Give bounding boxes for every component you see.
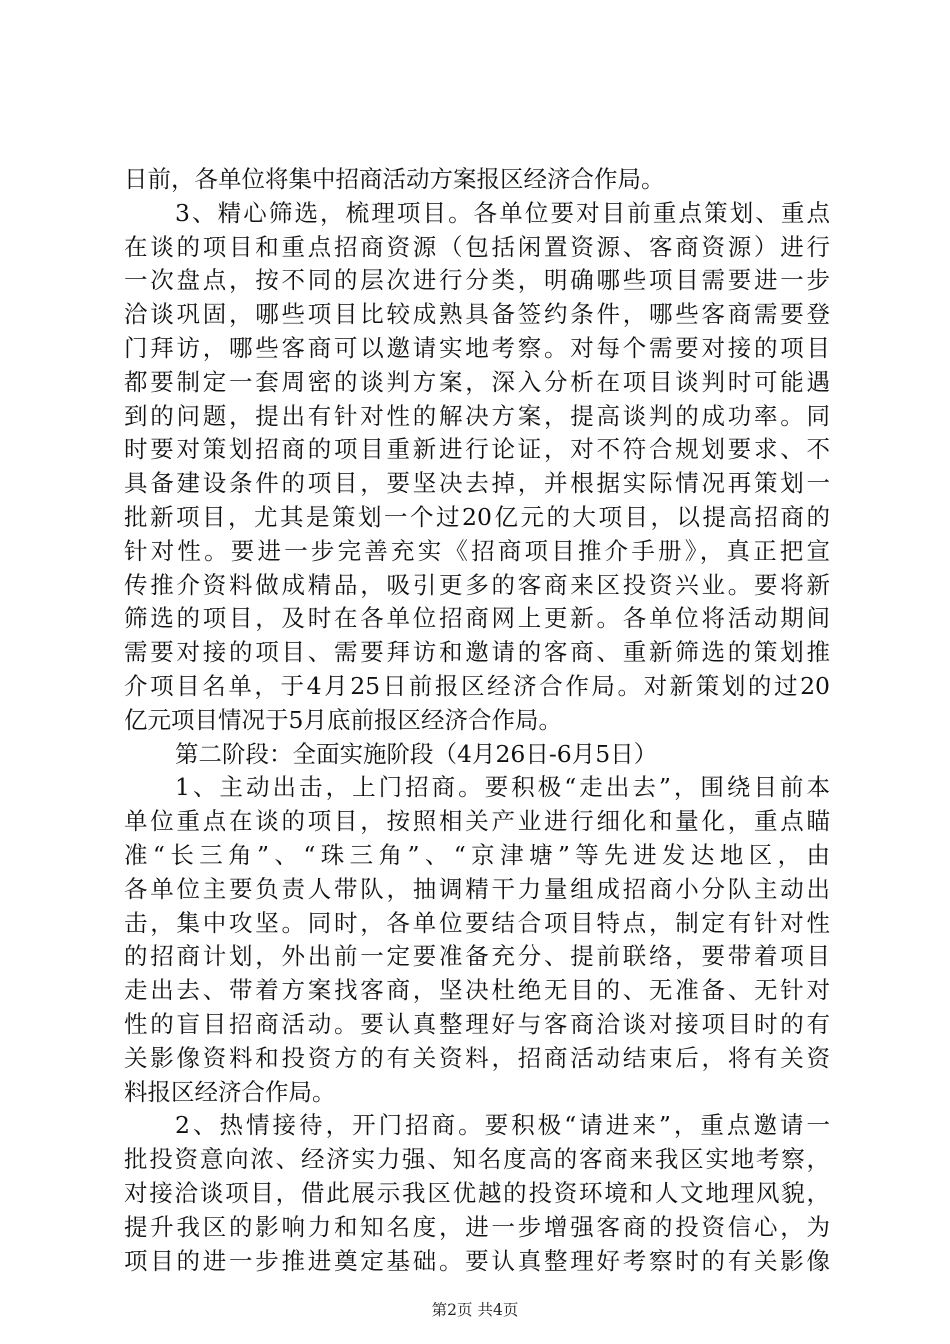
text-line: 介项目名单，于4月25日前报区经济合作局。对新策划的过20 (124, 671, 830, 700)
text-line: 洽谈巩固，哪些项目比较成熟具备签约条件，哪些客商需要登 (124, 300, 830, 329)
text-line: 针对性。要进一步完善充实《招商项目推介手册》，真正把宣 (124, 536, 830, 565)
text-line: 3、精心筛选，梳理项目。各单位要对目前重点策划、重点 (175, 198, 830, 227)
body-text (124, 163, 830, 1278)
text-line: 到的问题，提出有针对性的解决方案，提高谈判的成功率。同 (124, 401, 830, 430)
text-line: 第二阶段：全面实施阶段（4月26日-6月5日） (175, 739, 658, 768)
text-line: 门拜访，哪些客商可以邀请实地考察。对每个需要对接的项目 (124, 333, 830, 362)
text-line: 筛选的项目，及时在各单位招商网上更新。各单位将活动期间 (124, 604, 830, 633)
text-line: 1、主动出击，上门招商。要积极“走出去”，围绕目前本 (175, 773, 830, 802)
text-line: 一次盘点，按不同的层次进行分类，明确哪些项目需要进一步 (124, 266, 830, 295)
text-line: 在谈的项目和重点招商资源（包括闲置资源、客商资源）进行 (124, 232, 830, 261)
text-line: 2、热情接待，开门招商。要积极“请进来”，重点邀请一 (175, 1111, 830, 1140)
text-line: 批投资意向浓、经济实力强、知名度高的客商来我区实地考察， (124, 1145, 830, 1174)
text-line: 提升我区的影响力和知名度，进一步增强客商的投资信心，为 (124, 1212, 830, 1241)
text-line: 都要制定一套周密的谈判方案，深入分析在项目谈判时可能遇 (124, 367, 830, 396)
text-line: 对接洽谈项目，借此展示我区优越的投资环境和人文地理风貌， (124, 1178, 830, 1207)
text-line: 具备建设条件的项目，要坚决去掉，并根据实际情况再策划一 (124, 469, 830, 498)
text-line: 走出去、带着方案找客商，坚决杜绝无目的、无准备、无针对 (124, 976, 830, 1005)
text-line: 击，集中攻坚。同时，各单位要结合项目特点，制定有针对性 (124, 908, 830, 937)
text-line: 各单位主要负责人带队，抽调精干力量组成招商小分队主动出 (124, 874, 830, 903)
text-line: 料报区经济合作局。 (124, 1077, 336, 1106)
text-line: 关影像资料和投资方的有关资料，招商活动结束后，将有关资 (124, 1043, 830, 1072)
text-line: 的招商计划，外出前一定要准备充分、提前联络，要带着项目 (124, 942, 830, 971)
text-line: 性的盲目招商活动。要认真整理好与客商洽谈对接项目时的有 (124, 1009, 830, 1038)
text-line: 批新项目，尤其是策划一个过20亿元的大项目，以提高招商的 (124, 502, 830, 531)
page-footer: 第2页 共4页 (431, 1301, 519, 1319)
text-line: 准“长三角”、“珠三角”、“京津塘”等先进发达地区，由 (124, 840, 830, 869)
text-line: 单位重点在谈的项目，按照相关产业进行细化和量化，重点瞄 (124, 807, 830, 836)
text-line: 亿元项目情况于5月底前报区经济合作局。 (124, 705, 562, 734)
text-line: 需要对接的项目、需要拜访和邀请的客商、重新筛选的策划推 (124, 638, 830, 667)
text-line: 日前，各单位将集中招商活动方案报区经济合作局。 (124, 165, 665, 193)
text-line: 传推介资料做成精品，吸引更多的客商来区投资兴业。要将新 (124, 570, 830, 599)
text-line: 时要对策划招商的项目重新进行论证，对不符合规划要求、不 (124, 435, 830, 464)
text-line: 项目的进一步推进奠定基础。要认真整理好考察时的有关影像 (124, 1246, 830, 1275)
